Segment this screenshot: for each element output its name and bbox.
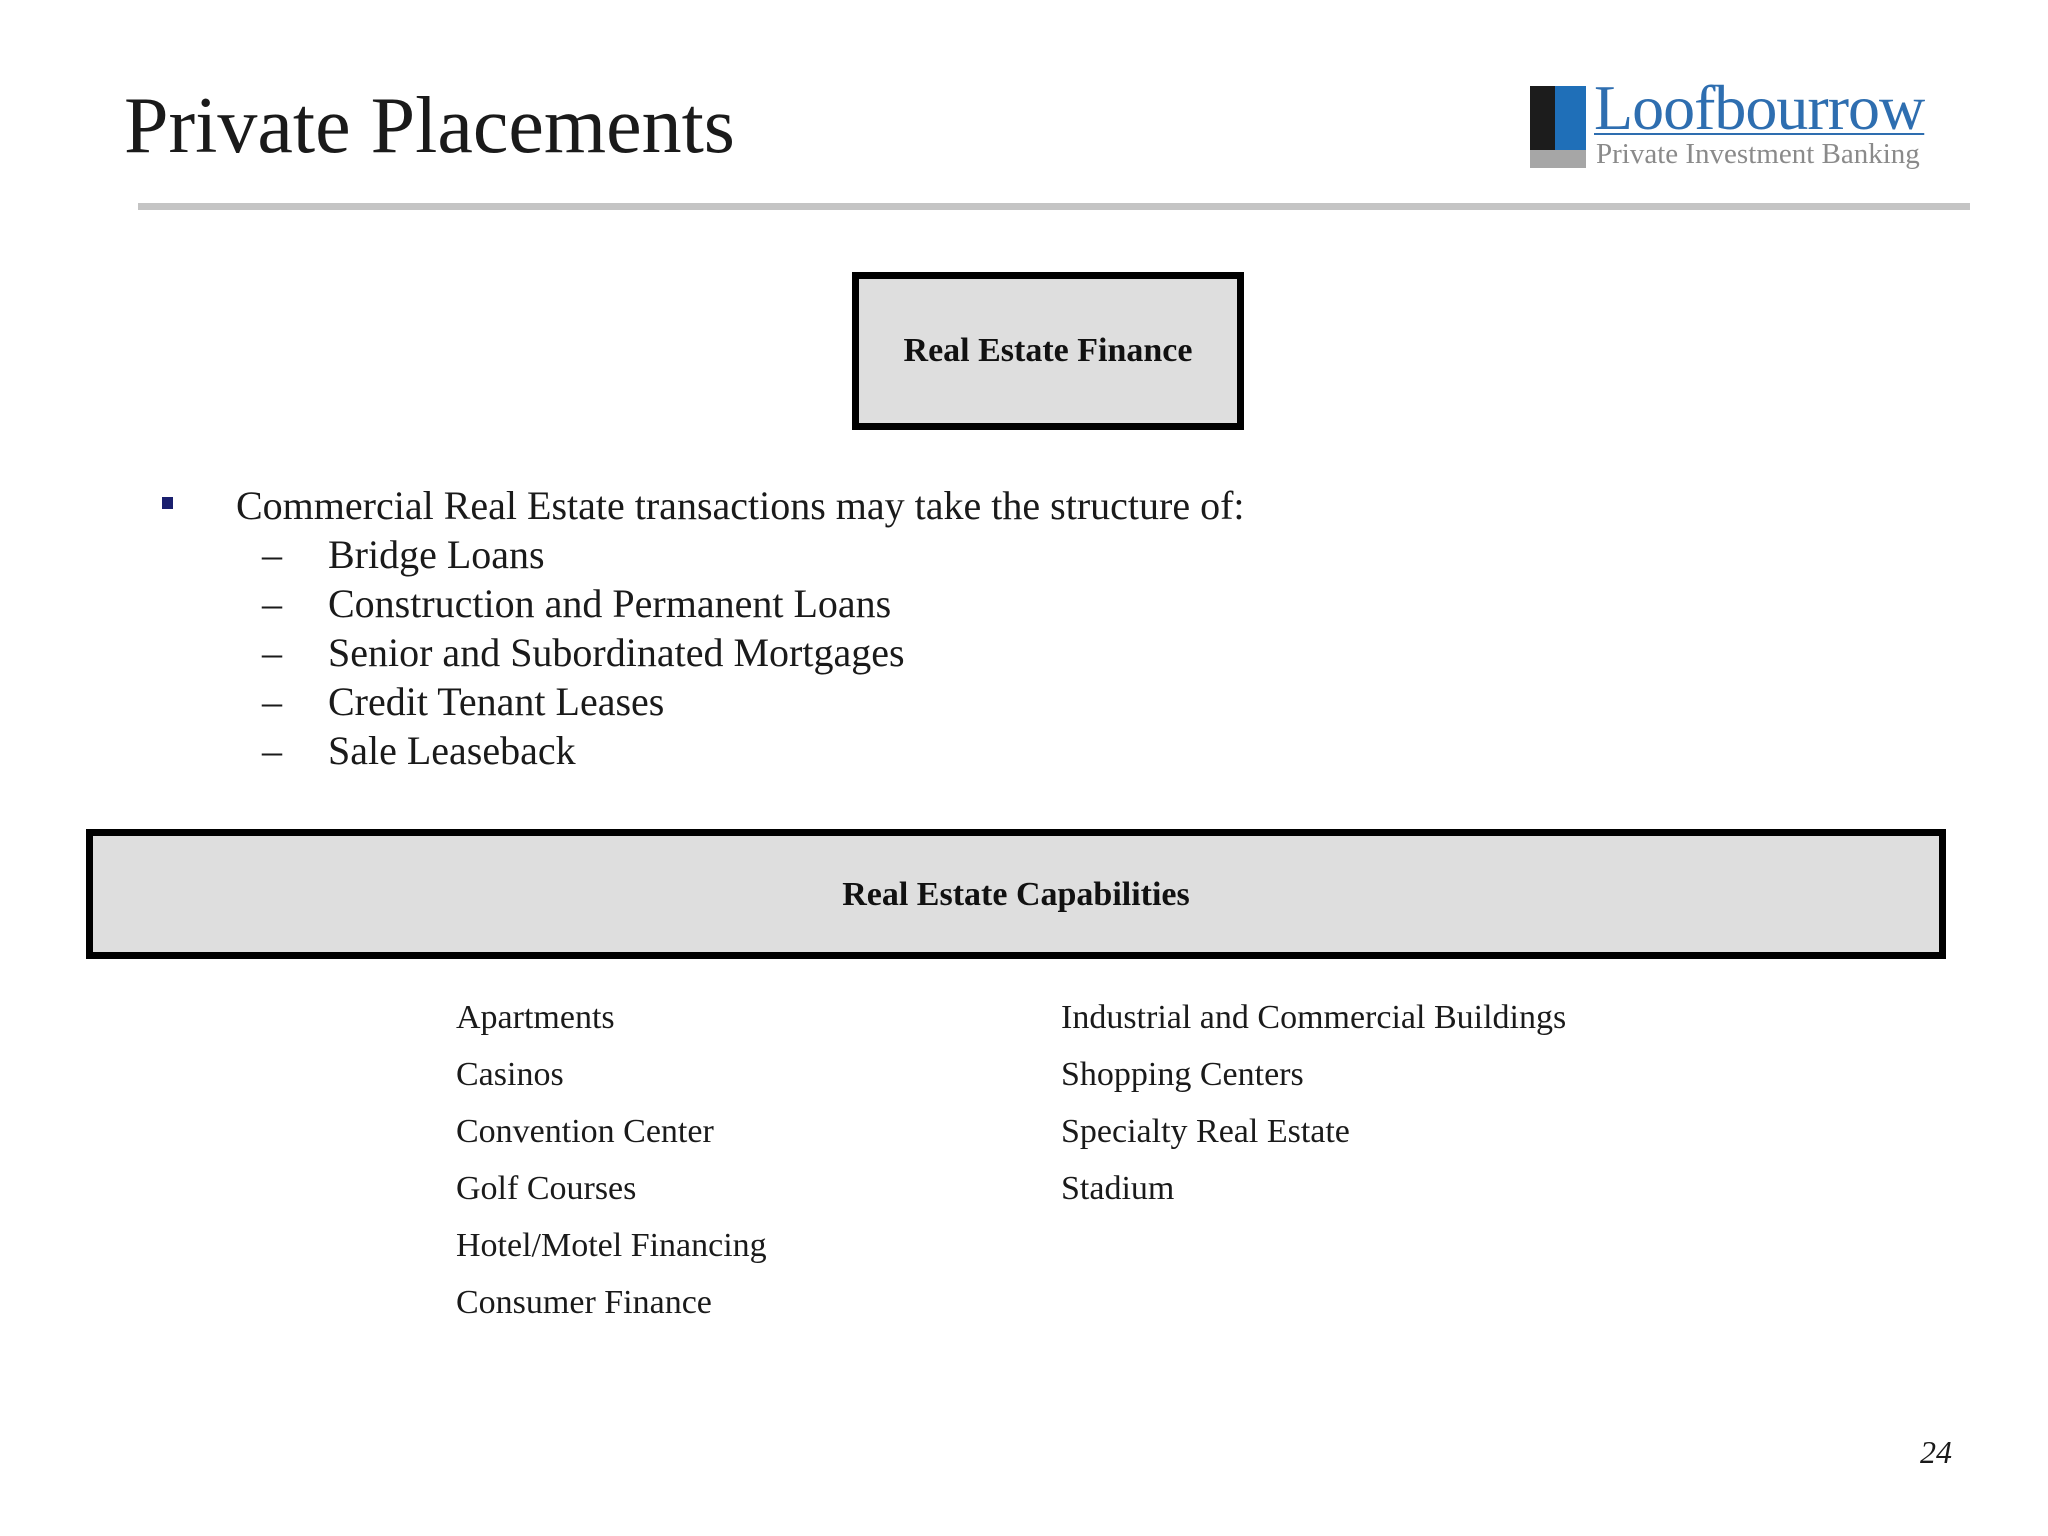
capability-item: Golf Courses bbox=[456, 1170, 637, 1207]
logo-tagline: Private Investment Banking bbox=[1596, 138, 1920, 170]
structure-item-text: Credit Tenant Leases bbox=[328, 679, 665, 724]
capability-item: Casinos bbox=[456, 1056, 564, 1093]
capability-item: Stadium bbox=[1061, 1170, 1175, 1207]
dash-bullet-icon: – bbox=[262, 532, 282, 577]
capability-item: Convention Center bbox=[456, 1113, 714, 1150]
real-estate-finance-box bbox=[852, 272, 1244, 430]
structure-item-text: Construction and Permanent Loans bbox=[328, 581, 892, 626]
capability-item: Industrial and Commercial Buildings bbox=[1061, 999, 1567, 1036]
structure-item-text: Bridge Loans bbox=[328, 532, 545, 577]
capability-item: Apartments bbox=[456, 999, 615, 1036]
real-estate-finance-label: Real Estate Finance bbox=[903, 332, 1193, 369]
structures-intro: Commercial Real Estate transactions may take the structure of: bbox=[236, 483, 1245, 528]
capabilities-right-column bbox=[1061, 995, 1566, 1223]
company-logo bbox=[1530, 72, 1950, 172]
dash-bullet-icon: – bbox=[262, 679, 282, 724]
dash-bullet-icon: – bbox=[262, 630, 282, 675]
logo-mark-blue-block bbox=[1555, 86, 1586, 150]
capability-item: Hotel/Motel Financing bbox=[456, 1227, 767, 1264]
logo-mark-gray-bar bbox=[1530, 150, 1586, 168]
real-estate-capabilities-label: Real Estate Capabilities bbox=[842, 876, 1190, 913]
real-estate-capabilities-box bbox=[86, 829, 1946, 959]
capability-item: Specialty Real Estate bbox=[1061, 1113, 1350, 1150]
title-divider bbox=[138, 203, 1970, 210]
page-number: 24 bbox=[1920, 1434, 1952, 1470]
capabilities-left-column bbox=[456, 995, 767, 1337]
dash-bullet-icon: – bbox=[262, 581, 282, 626]
capability-item: Shopping Centers bbox=[1061, 1056, 1304, 1093]
square-bullet-icon bbox=[162, 497, 173, 509]
logo-mark-dark-block bbox=[1530, 86, 1555, 150]
dash-bullet-icon: – bbox=[262, 728, 282, 773]
logo-name: Loofbourrow bbox=[1594, 72, 1925, 143]
structure-item-text: Senior and Subordinated Mortgages bbox=[328, 630, 905, 675]
slide-title: Private Placements bbox=[124, 82, 735, 170]
logo-mark-icon bbox=[1530, 86, 1586, 168]
structure-item-text: Sale Leaseback bbox=[328, 728, 576, 773]
capability-item: Consumer Finance bbox=[456, 1284, 712, 1321]
